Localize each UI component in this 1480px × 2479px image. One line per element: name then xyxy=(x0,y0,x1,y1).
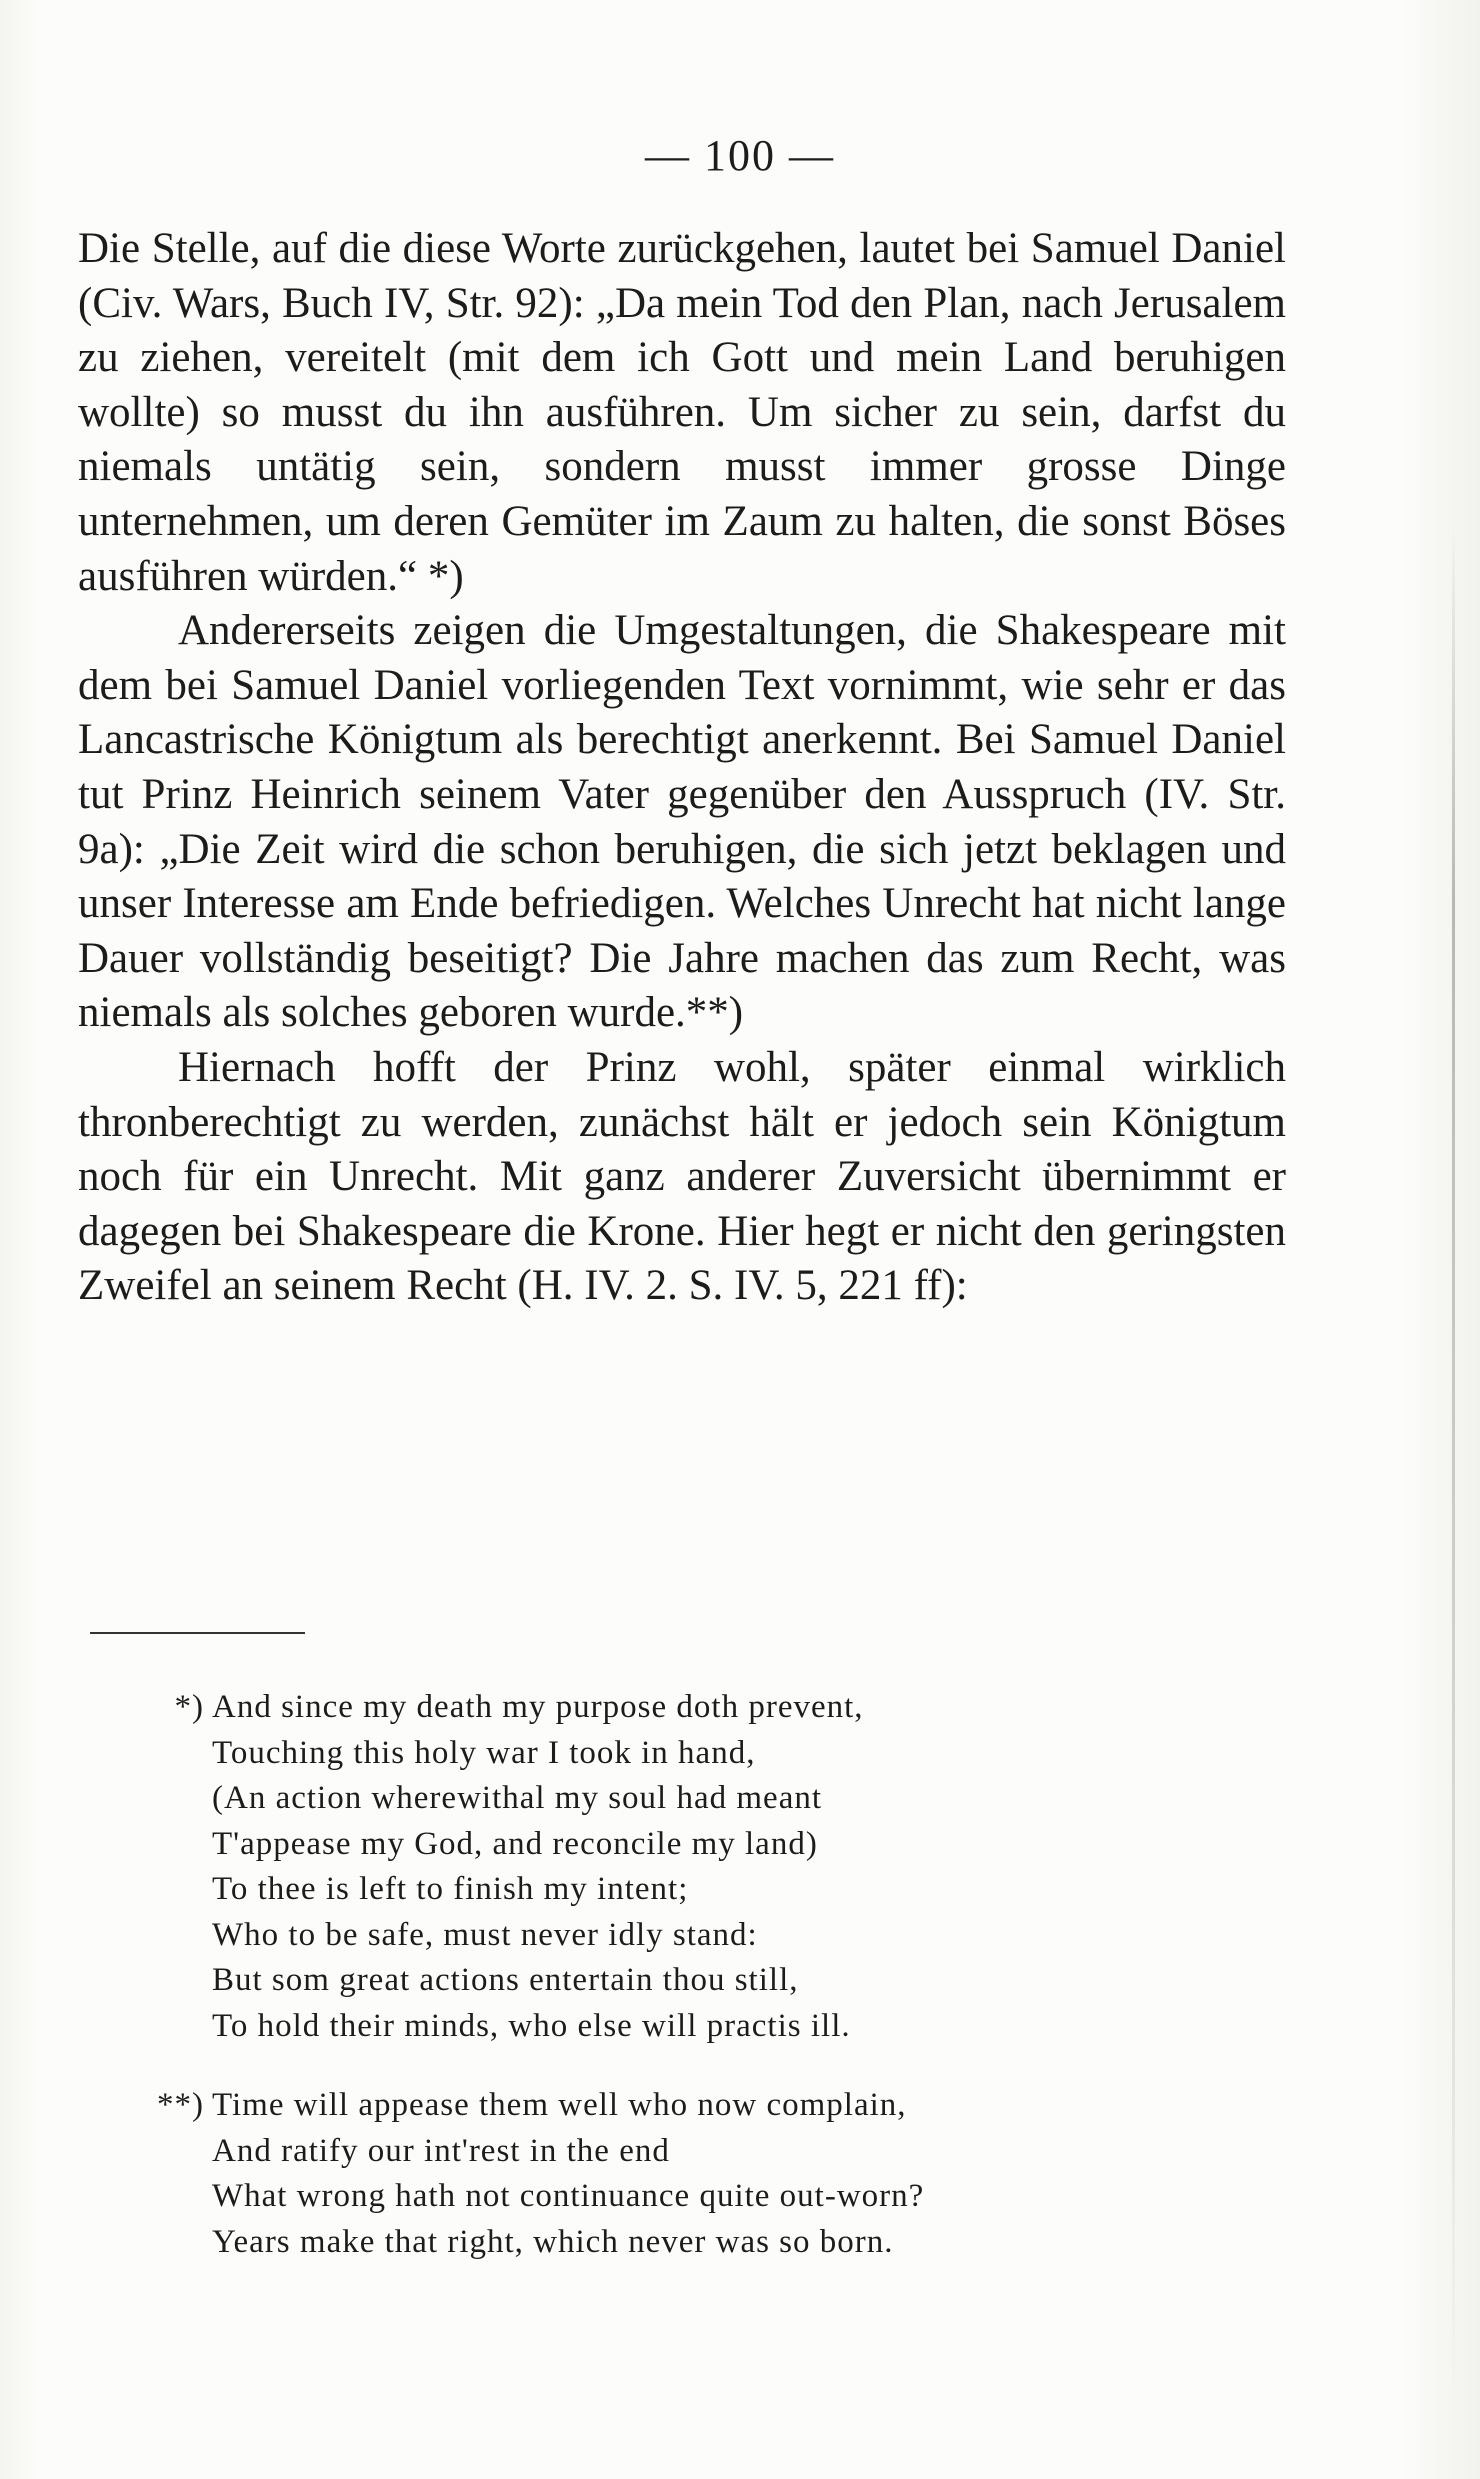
footnote-separator xyxy=(90,1632,305,1634)
verse-line: To thee is left to finish my intent; xyxy=(212,1871,689,1907)
footnote-2 xyxy=(120,2083,1120,2265)
footnote-verse xyxy=(212,1685,1120,2049)
verse-line: Time will appease them well who now complain, xyxy=(212,2087,907,2123)
paragraph-1: Die Stelle, auf die diese Worte zurückgehen, lautet bei Samuel Daniel (Civ. Wars, Buch IV, Str. 92): „Da mein Tod den Plan, nach Jerusalem zu ziehen, vereitelt (mit dem ich Gott und mein Land beruhigen wollte) so musst du ihn ausführen. Um sicher zu sein, darfst du niemals untätig sein, sondern musst immer grosse Dinge unternehmen, um deren Gemüter im Zaum zu halten, die sonst Böses ausführen würden.“ *) xyxy=(78,225,1286,600)
footnote-marker: *) xyxy=(174,1689,204,1725)
footnotes xyxy=(120,1685,1120,2299)
paragraph-3: Hiernach hofft der Prinz wohl, später einmal wirklich thronberechtigt zu werden, zunächst hält er jedoch sein Königtum noch für ein Unrecht. Mit ganz anderer Zuversicht übernimmt er dagegen bei Shakespeare die Krone. Hier hegt er nicht den geringsten Zweifel an seinem Recht (H. IV. 2. S. IV. 5, 221 ff): xyxy=(78,1043,1286,1310)
verse-line: Who to be safe, must never idly stand: xyxy=(212,1916,758,1953)
verse-line: And since my death my purpose doth prevent, xyxy=(212,1689,864,1725)
verse-line: Years make that right, which never was so born. xyxy=(212,2223,894,2260)
verse-line: And ratify our int'rest in the end xyxy=(212,2132,670,2169)
footnote-verse xyxy=(212,2083,1120,2265)
paragraph-2: Andererseits zeigen die Umgestaltungen, die Shakespeare mit dem bei Samuel Daniel vorliegenden Text vornimmt, wie sehr er das Lancastrische Königtum als berechtigt anerkennt. Bei Samuel Daniel tut Prinz Heinrich seinem Vater gegenüber den Ausspruch (IV. Str. 9a): „Die Zeit wird die schon beruhigen, die sich jetzt beklagen und unser Interesse am Ende befriedigen. Welches Unrecht hat nicht lange Dauer vollständig beseitigt? Die Jahre machen das zum Recht, was niemals als solches geboren wurde.**) xyxy=(78,607,1286,1037)
verse-line: T'appease my God, and reconcile my land) xyxy=(212,1825,818,1862)
footnote-1 xyxy=(120,1685,1120,2049)
page-edge-shadow xyxy=(1452,520,1455,2420)
main-text xyxy=(78,222,1286,1314)
verse-line: But som great actions entertain thou still, xyxy=(212,1962,799,1998)
footnote-marker: **) xyxy=(157,2087,204,2123)
verse-line: Touching this holy war I took in hand, xyxy=(212,1734,756,1771)
verse-line: (An action wherewithal my soul had meant xyxy=(212,1780,823,1816)
verse-line: To hold their minds, who else will practis ill. xyxy=(212,2007,851,2044)
verse-line: What wrong hath not continuance quite out-worn? xyxy=(212,2178,925,2214)
page-number: — 100 — xyxy=(645,131,835,180)
